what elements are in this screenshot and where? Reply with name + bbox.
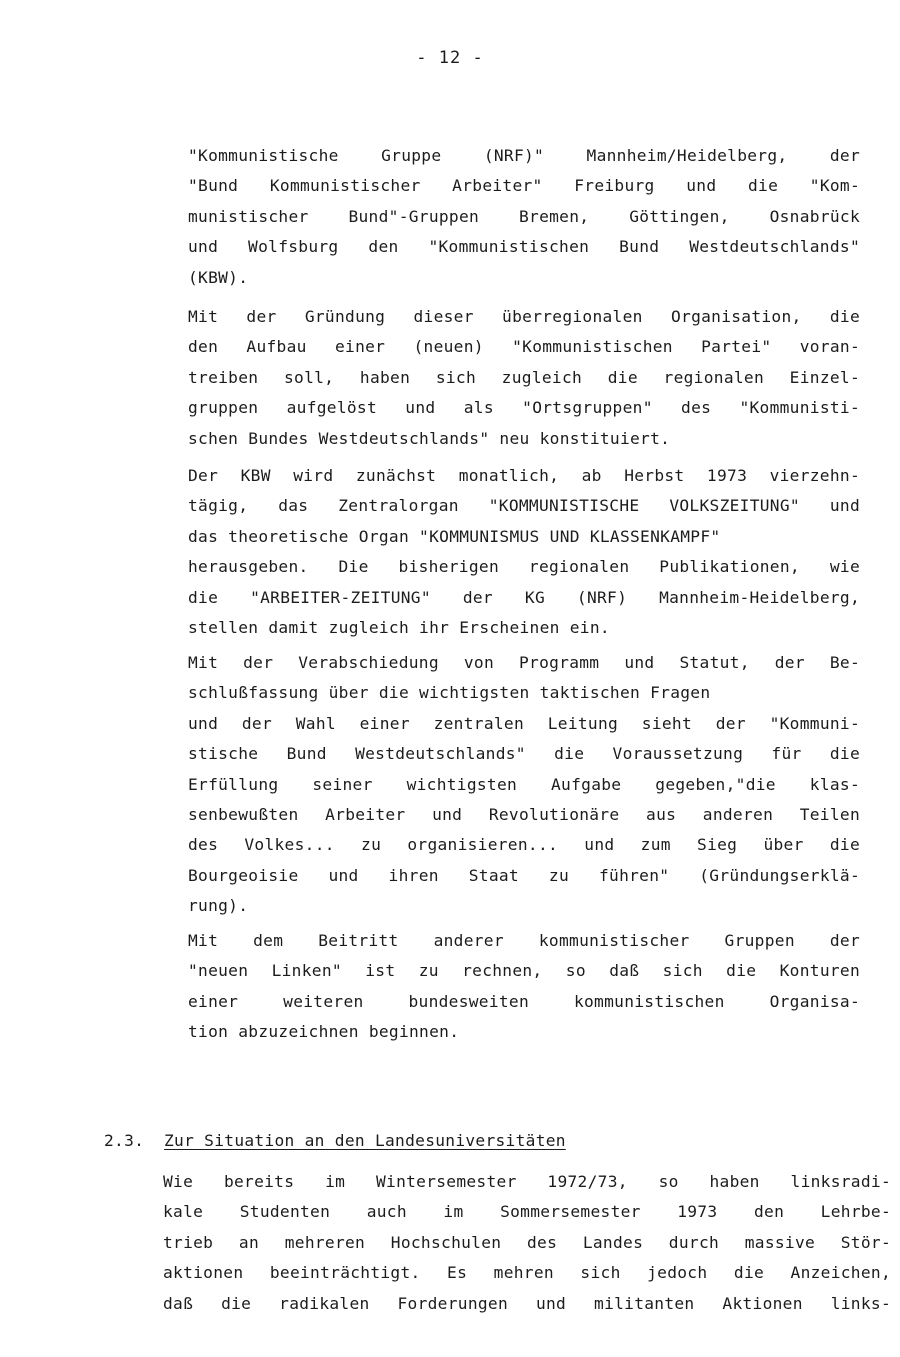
section-title: Zur Situation an den Landesuniversitäten [164, 1131, 566, 1150]
text-line: "Kommunistische Gruppe (NRF)" Mannheim/Heidelberg, der [188, 146, 860, 165]
text-line: die "ARBEITER-ZEITUNG" der KG (NRF) Mannheim-Heidelberg, [188, 587, 860, 607]
text-line: kale Studenten auch im Sommersemester 1973 den Lehrbe- [163, 1202, 891, 1222]
text-line: Bourgeoisie und ihren Staat zu führen" (Gründungserklä- [188, 865, 860, 885]
text-line: munistischer Bund"-Gruppen Bremen, Göttingen, Osnabrück [188, 206, 860, 226]
text-line: "neuen Linken" ist zu rechnen, so daß sich die Konturen [188, 961, 860, 981]
section-number: 2.3. [104, 1131, 145, 1150]
text-line: Erfüllung seiner wichtigsten Aufgabe gegeben,"die klas- [188, 774, 860, 794]
text-line: gruppen aufgelöst und als "Ortsgruppen" des "Kommunisti- [188, 398, 860, 418]
text-line: daß die radikalen Forderungen und militanten Aktionen links- [163, 1293, 891, 1313]
text-line: Mit der Verabschiedung von Programm und Statut, der Be- [188, 653, 860, 672]
text-line: (KBW). [188, 267, 249, 287]
text-line: und Wolfsburg den "Kommunistischen Bund Westdeutschlands" [188, 237, 860, 257]
text-line: stellen damit zugleich ihr Erscheinen ein. [188, 618, 610, 638]
paragraph-further-groups [188, 926, 860, 1048]
text-line: herausgeben. Die bisherigen regionalen Publikationen, wie [188, 557, 860, 577]
text-line: treiben soll, haben sich zugleich die regionalen Einzel- [188, 367, 860, 387]
text-line: schen Bundes Westdeutschlands" neu konstituiert. [188, 428, 671, 448]
text-line: und der Wahl einer zentralen Leitung sieht der "Kommuni- [188, 713, 860, 733]
text-line: Mit der Gründung dieser überregionalen Organisation, die [188, 307, 860, 326]
text-line: das theoretische Organ "KOMMUNISMUS UND KLASSENKAMPF" [188, 526, 721, 546]
paragraph-program-and-statute [188, 648, 860, 922]
text-line: Der KBW wird zunächst monatlich, ab Herbst 1973 vierzehn- [188, 466, 860, 485]
text-line: tägig, das Zentralorgan "KOMMUNISTISCHE VOLKSZEITUNG" und [188, 496, 860, 516]
paragraph-kbw-founding-groups [188, 141, 860, 293]
page-number: - 12 - [416, 48, 484, 68]
text-line: trieb an mehreren Hochschulen des Landes durch massive Stör- [163, 1232, 891, 1252]
text-line: aktionen beeinträchtigt. Es mehren sich jedoch die Anzeichen, [163, 1263, 891, 1283]
text-line: einer weiteren bundesweiten kommunistischen Organisa- [188, 991, 860, 1011]
paragraph-publications [188, 461, 860, 643]
text-line: Wie bereits im Wintersemester 1972/73, so haben linksradi- [163, 1172, 891, 1191]
text-line: den Aufbau einer (neuen) "Kommunistischen Partei" voran- [188, 337, 860, 357]
text-line: senbewußten Arbeiter und Revolutionäre aus anderen Teilen [188, 805, 860, 825]
paragraph-organisation-founding [188, 302, 860, 454]
text-line: Mit dem Beitritt anderer kommunistischer Gruppen der [188, 931, 860, 950]
text-line: stische Bund Westdeutschlands" die Voraussetzung für die [188, 744, 860, 764]
paragraph-university-situation [163, 1167, 891, 1319]
text-line: "Bund Kommunistischer Arbeiter" Freiburg und die "Kom- [188, 176, 860, 196]
text-line: schlußfassung über die wichtigsten taktischen Fragen [188, 683, 711, 703]
text-line: des Volkes... zu organisieren... und zum Sieg über die [188, 835, 860, 855]
section-heading [104, 1126, 704, 1156]
text-line: tion abzuzeichnen beginnen. [188, 1022, 460, 1042]
text-line: rung). [188, 896, 249, 916]
